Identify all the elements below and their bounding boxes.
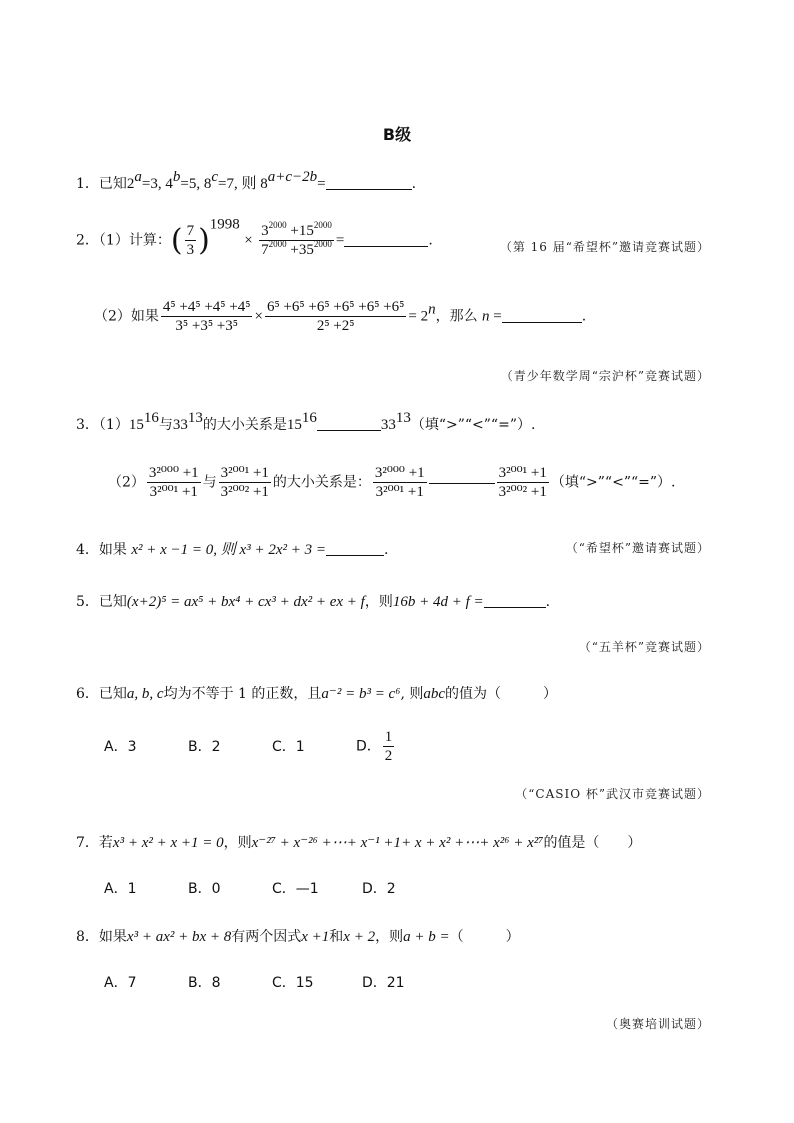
q3-fraction-2: $\frac{\text{3²⁰⁰¹ +1}}{\text{3²⁰⁰² +1}}$ [220,465,269,500]
q3-hint: （填“>”“<”“=”）. [410,417,536,433]
page-title: B级 [382,125,412,144]
q3-part2-label: （2） [108,474,145,491]
q1-number: 1． [76,176,99,192]
q6-option-b[interactable]: B．2 [188,738,221,755]
times-icon-2: × [254,308,263,325]
q7-mid: ，则 [223,835,252,851]
q2-end: . [428,232,433,249]
question-5 [76,591,550,611]
q6-option-d[interactable]: D． $\frac{1}{2}$ [356,729,393,764]
q2-part2-answer-blank[interactable] [502,308,582,323]
right-paren-icon: ) [198,223,210,258]
q2-fraction-a: $\frac{\text{4⁵ +4⁵ +4⁵ +4⁵}}{\text{3⁵ +3⁵ +3⁵}}$ [162,299,251,334]
q1-prefix: 已知 [98,176,127,192]
q4-answer-blank[interactable] [326,541,384,556]
q2-source-2: （青少年数学周“宗沪杯”竞赛试题） [500,369,710,383]
q6-options [104,728,396,765]
question-6 [76,683,557,703]
q8-factor-1: x +1 [301,929,330,945]
q3-part1-answer-blank[interactable] [317,416,381,431]
q3-exp-16: 16 [143,410,159,426]
q1-equals: = [317,176,326,192]
q8-options [104,972,405,992]
q7-prefix: 若 [98,835,113,851]
q4-end: . [383,542,389,558]
q2-number: 2． [76,232,99,249]
q3-base-33-b: 33 [380,417,396,433]
q2-equals-2: = [489,308,502,325]
q8-mid: 有两个因式 [231,929,302,945]
q3-part1-label: （1） [98,417,129,433]
q1-exp-b: b [172,169,181,185]
q2-exp-n: n [428,301,436,318]
q6-vars: a, b, c [126,686,164,702]
q1-exp-a: a [134,169,142,185]
q2-then: ，那么 [435,308,483,325]
q2-end-2: . [581,308,587,325]
q3-base-15: 15 [128,417,144,433]
q5-end: . [545,594,551,610]
q2-source-1: （第 16 届“希望杯”邀请竞赛试题） [499,240,710,254]
q2-part1-answer-blank[interactable] [344,232,428,247]
q5-expression-2: 16b + 4d + f = [392,594,484,610]
question-2-part-1 [76,216,433,259]
q7-option-a[interactable]: A．1 [104,881,137,897]
q8-source: （奥赛培训试题） [605,1017,710,1031]
q8-expression: x³ + ax² + bx + 8 [126,929,232,945]
q6-prefix: 已知 [98,686,127,702]
q1-text1: =3, 4 [141,176,173,192]
q6-option-c[interactable]: C．1 [272,738,305,755]
q1-end: . [411,176,417,192]
q2-var-n: n [482,308,490,325]
q2-fraction-7-3: $\frac{7}{3}$ [186,223,195,258]
q6-option-d-fraction: $\frac{1}{2}$ [384,729,393,764]
q6-mid: 均为不等于 1 的正数，且 [163,686,322,702]
q4-source: （“希望杯”邀请赛试题） [565,541,710,555]
question-4 [76,538,388,559]
q3-exp-13: 13 [187,410,203,426]
q3-number: 3． [76,417,99,433]
q7-option-d[interactable]: D．2 [362,881,396,897]
q3-hint-2: （填“>”“<”“=”）. [550,474,676,491]
q3-exp-16-b: 16 [301,410,317,426]
q8-factor-2: x + 2 [343,929,376,945]
q6-abc: abc [423,686,446,702]
q6-option-a[interactable]: A．3 [104,738,137,755]
q8-option-c[interactable]: C．15 [272,975,314,991]
q1-text3: =7, 则 8 [218,176,268,192]
times-icon: × [244,232,253,249]
q3-base-15-b: 15 [286,417,302,433]
question-3-part-1 [76,410,536,434]
q1-base: 2 [126,176,135,192]
q6-expression: a⁻² = b³ = c⁶ [321,686,401,702]
q2-fraction-b: $\frac{\text{6⁵ +6⁵ +6⁵ +6⁵ +6⁵ +6⁵}}{\text{2⁵ +2⁵}}$ [266,299,405,334]
q7-tail: 的值是（ ） [543,835,642,851]
q3-word-and-2: 与 [202,474,217,491]
q8-and: 和 [329,929,344,945]
q5-source: （“五羊杯”竞赛试题） [578,640,710,654]
q8-mid2: ，则 [375,929,404,945]
left-paren-icon: ( [170,223,183,258]
q3-fraction-4: $\frac{\text{3²⁰⁰¹ +1}}{\text{3²⁰⁰² +1}}$ [498,465,547,500]
q3-base-33: 33 [172,417,188,433]
q8-expression-2: a + b = [403,929,450,945]
question-2-part-2 [94,298,586,335]
question-7 [76,832,641,852]
q2-equals: = [335,232,345,249]
q5-answer-blank[interactable] [484,593,546,608]
q2-part2-label: （2）如果 [94,308,159,325]
q5-expression: (x+2)⁵ = ax⁵ + bx⁴ + cx³ + dx² + ex + f [126,594,365,610]
question-1 [76,169,417,193]
q2-part1-label: （1）计算： [98,232,171,249]
q8-option-a[interactable]: A．7 [104,975,137,991]
q4-expression: x² + x −1 = 0, 则 x³ + 2x² + 3 = [131,542,326,558]
q4-prefix: 如果 [98,542,132,558]
q1-answer-blank[interactable] [326,175,412,190]
q4-number: 4． [76,542,99,558]
q5-prefix: 已知 [98,594,127,610]
q1-text2: =5, 8 [180,176,212,192]
q3-exp-13-b: 13 [395,410,411,426]
q8-number: 8． [76,929,99,945]
q6-number: 6． [76,686,99,702]
q7-option-b[interactable]: B．0 [188,881,221,897]
q3-fraction-3: $\frac{\text{3²⁰⁰⁰ +1}}{\text{3²⁰⁰¹ +1}}$ [374,465,425,500]
q8-option-d[interactable]: D．21 [362,975,405,991]
q2-power-1998: 1998 [209,216,240,233]
q8-option-b[interactable]: B．8 [188,975,221,991]
q1-exp-c: c [211,169,219,185]
q5-mid: ，则 [364,594,393,610]
q3-word-relation-2: 的大小关系是： [272,474,371,491]
q5-number: 5． [76,594,99,610]
q7-expression-2: x⁻²⁷ + x⁻²⁶ +⋯+ x⁻¹ +1+ x + x² +⋯+ x²⁶ + x²⁷ [251,835,544,851]
q6-source: （“CASIO 杯”武汉市竞赛试题） [515,787,710,801]
q2-eq-power: = 2 [408,308,429,325]
q7-options [104,878,396,898]
question-3-part-2 [108,464,675,501]
q3-word-and: 与 [158,417,173,433]
q7-expression: x³ + x² + x +1 = 0 [112,835,224,851]
q3-part2-answer-blank[interactable] [429,482,495,484]
q2-main-fraction: $\frac{3^{2000} +15^{2000}}{7^{2000} +35^{2000}}$ [261,220,332,258]
q7-option-c[interactable]: C．—1 [272,881,319,897]
q3-word-relation: 的大小关系是 [202,417,287,433]
q7-number: 7． [76,835,99,851]
q8-prefix: 如果 [98,929,127,945]
q6-tail: 的值为（ ） [445,686,558,702]
q3-fraction-1: $\frac{\text{3²⁰⁰⁰ +1}}{\text{3²⁰⁰¹ +1}}$ [148,465,199,500]
q6-mid2: , 则 [400,686,424,702]
q1-exp-sum: a+c−2b [267,169,318,185]
question-8 [76,926,520,946]
q8-tail: （ ） [449,929,520,945]
